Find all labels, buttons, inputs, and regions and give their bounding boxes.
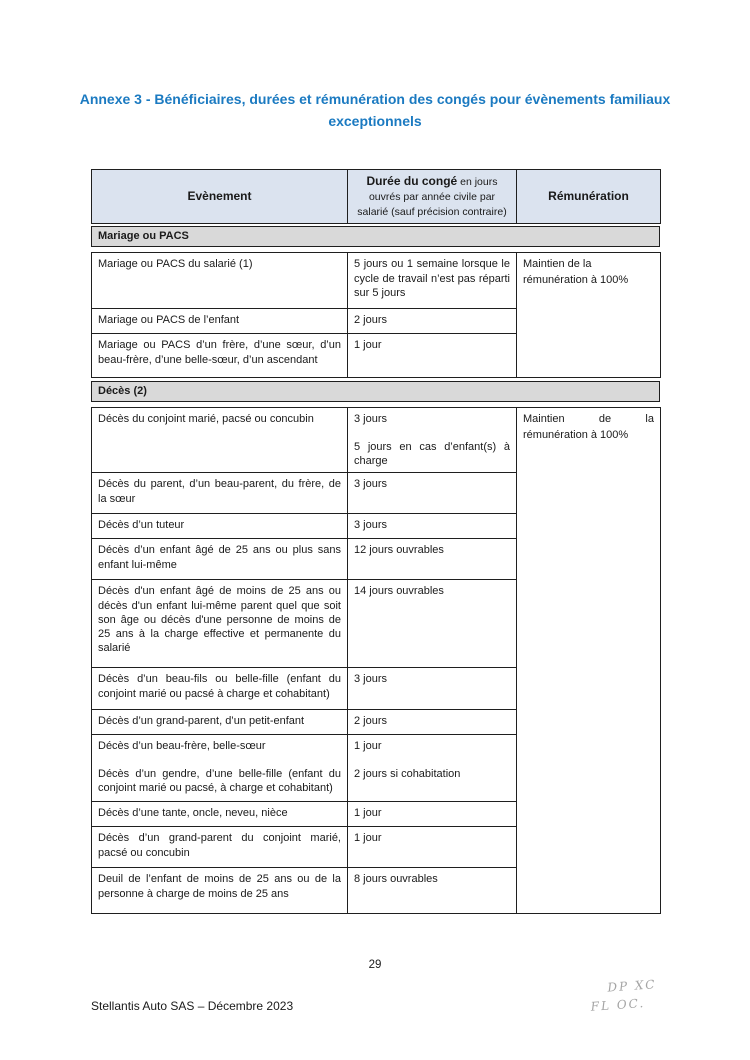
duration-line: 3 jours: [354, 413, 388, 426]
duration-cell: 3 jours: [348, 668, 517, 710]
header-event: Evènement: [92, 170, 348, 224]
event-cell: Mariage ou PACS de l’enfant: [92, 309, 348, 334]
header-remuneration: Rémunération: [517, 170, 661, 224]
event-line: Décès d’un gendre, d’une belle-fille (enfant du conjoint marié ou pacsé, à charge et cohabitant): [98, 767, 341, 794]
duration-cell: 3 jours: [348, 473, 517, 514]
remuneration-cell: Maintien de la rémunération à 100%: [517, 408, 661, 914]
section-header-mariage: Mariage ou PACS: [91, 226, 660, 247]
event-cell: Décès d’un tuteur: [92, 514, 348, 539]
table-header-row: [92, 170, 661, 224]
duration-cell: 12 jours ouvrables: [348, 539, 517, 580]
duration-line: 1 jour: [354, 740, 382, 753]
event-cell: Décès d’un grand-parent, d’un petit-enfant: [92, 710, 348, 735]
event-cell: Décès d’un beau-fils ou belle-fille (enfant du conjoint marié ou pacsé à charge et cohabitant): [92, 668, 348, 710]
section-header-deces: Décès (2): [91, 381, 660, 402]
handwritten-line: FL OC.: [590, 996, 646, 1014]
duration-line: 5 jours en cas d’enfant(s) à charge: [354, 440, 510, 467]
event-cell: Mariage ou PACS du salarié (1): [92, 253, 348, 309]
duration-cell: 14 jours ouvrables: [348, 580, 517, 668]
event-cell: Décès d’un enfant âgé de 25 ans ou plus sans enfant lui-même: [92, 539, 348, 580]
header-duration-subtext: en jours ouvrés par année civile par salarié (sauf précision contraire): [357, 176, 507, 219]
page-number: 29: [368, 959, 382, 971]
event-cell: Décès d’une tante, oncle, neveu, nièce: [92, 802, 348, 827]
duration-cell: 8 jours ouvrables: [348, 868, 517, 914]
duration-cell: [348, 408, 517, 473]
header-duration-bold: Durée du congé: [366, 174, 458, 188]
section-deces-rows: [91, 407, 661, 914]
event-line: Décès d’un beau-frère, belle-sœur: [98, 740, 266, 753]
duration-cell: 5 jours ou 1 semaine lorsque le cycle de travail n’est pas réparti sur 5 jours: [348, 253, 517, 309]
event-cell: Deuil de l’enfant de moins de 25 ans ou de la personne à charge de moins de 25 ans: [92, 868, 348, 914]
duration-cell: 2 jours: [348, 309, 517, 334]
duration-cell: 1 jour: [348, 827, 517, 868]
duration-cell: 1 jour: [348, 802, 517, 827]
handwritten-initials: [589, 972, 701, 1016]
event-cell: Décès du conjoint marié, pacsé ou concubin: [92, 408, 348, 473]
benefits-table: [91, 169, 660, 914]
event-cell: Décès d’un grand-parent du conjoint marié, pacsé ou concubin: [92, 827, 348, 868]
page-title: Annexe 3 - Bénéficiaires, durées et rémunération des congés pour évènements familiaux exceptionnels: [79, 91, 671, 130]
table-row: [92, 408, 661, 473]
section-mariage-rows: [91, 252, 661, 378]
header-duration: [348, 170, 517, 224]
table-header: [91, 169, 661, 224]
handwritten-line: DP XC: [606, 977, 657, 995]
event-cell: Décès du parent, d’un beau-parent, du frère, de la sœur: [92, 473, 348, 514]
event-cell: [92, 735, 348, 802]
table-row: [92, 253, 661, 309]
event-cell: Mariage ou PACS d’un frère, d’une sœur, d’un beau-frère, d’une belle-sœur, d’un ascendant: [92, 334, 348, 378]
duration-cell: 1 jour: [348, 334, 517, 378]
event-cell: Décès d'un enfant âgé de moins de 25 ans ou décès d'un enfant lui-même parent quel que soit son âge ou décès d'une personne de moins de 25 ans à la charge effective et permanente du salarié: [92, 580, 348, 668]
duration-cell: 2 jours: [348, 710, 517, 735]
duration-cell: 3 jours: [348, 514, 517, 539]
footer-doc-ref: Stellantis Auto SAS – Décembre 2023: [91, 999, 294, 1013]
duration-cell: [348, 735, 517, 802]
duration-line: 2 jours si cohabitation: [354, 767, 461, 780]
remuneration-cell: Maintien de la rémunération à 100%: [517, 253, 661, 378]
